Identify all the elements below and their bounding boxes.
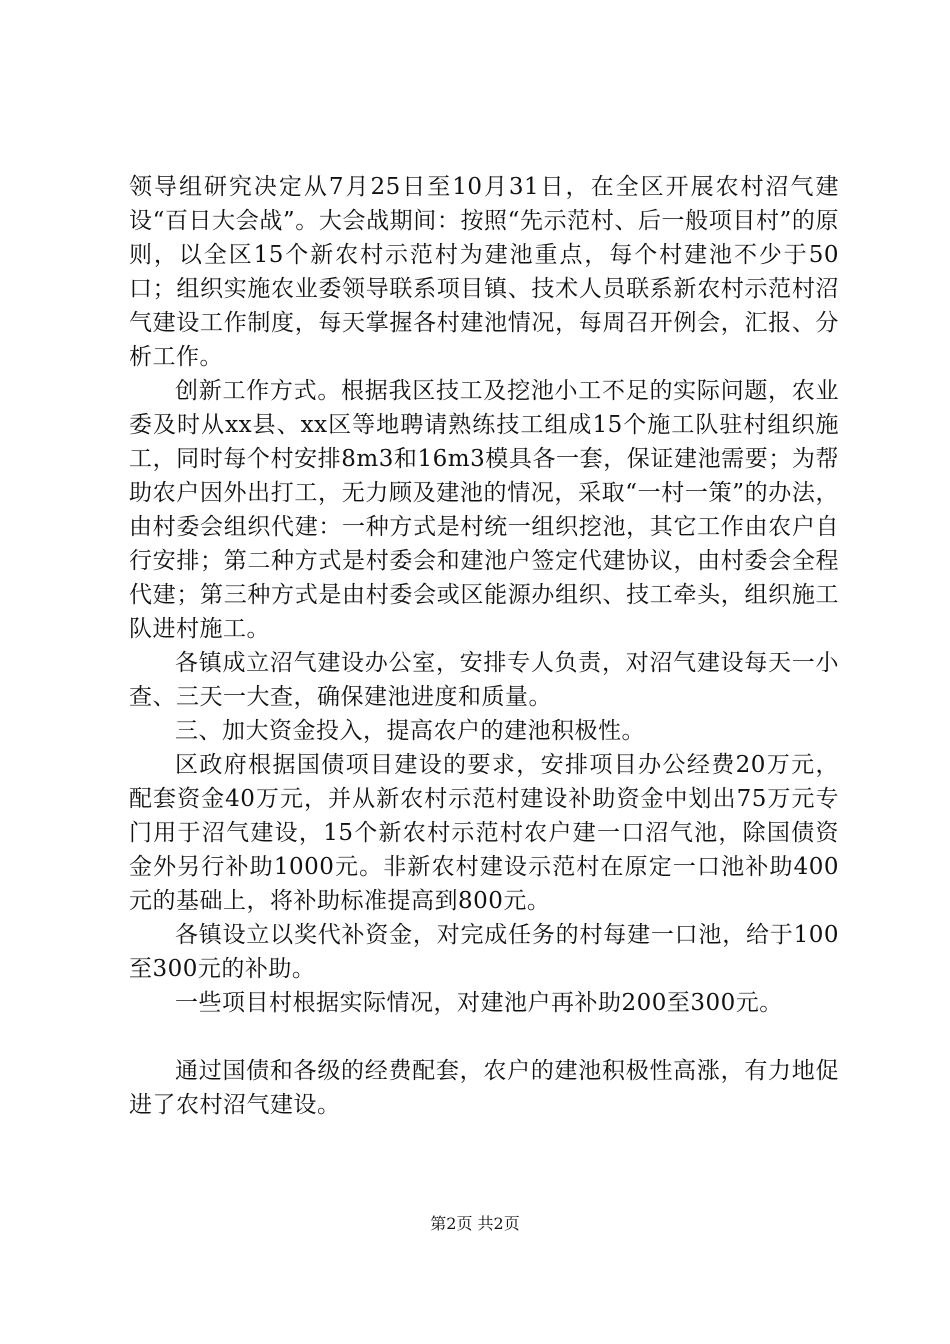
paragraph-work-method: 创新工作方式。根据我区技工及挖池小工不足的实际问题，农业委及时从xx县、xx区等地聘请熟练技工组成15个施工队驻村组织施工，同时每个村安排8m3和16m3模具各一套，保证建池需要；为帮助农户因外出打工，无力顾及建池的情况，采取“一村一策”的办法，由村委会组织代建：一种方式是村统一组织挖池，其它工作由农户自行安排；第二种方式是村委会和建池户签定代建协议，由村委会全程代建；第三种方式是由村委会或区能源办组织、技工牵头，组织施工队进村施工。 xyxy=(129,378,839,642)
page-number-footer: 第2页 共2页 xyxy=(430,1214,520,1233)
paragraph-district-funding: 区政府根据国债项目建设的要求，安排项目办公经费20万元，配套资金40万元，并从新农村示范村建设补助资金中划出75万元专门用于沼气建设，15个新农村示范村农户建一口沼气池，除国债资金外另行补助1000元。非新农村建设示范村在原定一口池补助400元的基础上，将补助标准提高到800元。 xyxy=(129,752,839,914)
paragraph-town-office: 各镇成立沼气建设办公室，安排专人负责，对沼气建设每天一小查、三天一大查，确保建池进度和质量。 xyxy=(129,650,839,710)
document-body xyxy=(129,170,839,1122)
paragraph-leadership-decision: 领导组研究决定从7月25日至10月31日，在全区开展农村沼气建设“百日大会战”。大会战期间：按照“先示范村、后一般项目村”的原则，以全区15个新农村示范村为建池重点，每个村建池不少于50口；组织实施农业委领导联系项目镇、技术人员联系新农村示范村沼气建设工作制度，每天掌握各村建池情况，每周召开例会，汇报、分析工作。 xyxy=(129,174,839,370)
paragraph-village-subsidy: 一些项目村根据实际情况，对建池户再补助200至300元。 xyxy=(175,990,783,1016)
section-heading-funding: 三、加大资金投入，提高农户的建池积极性。 xyxy=(175,718,645,744)
paragraph-town-reward: 各镇设立以奖代补资金，对完成任务的村每建一口池，给于100至300元的补助。 xyxy=(129,922,839,982)
paragraph-gap xyxy=(129,1020,839,1054)
paragraph-conclusion: 通过国债和各级的经费配套，农户的建池积极性高涨，有力地促进了农村沼气建设。 xyxy=(129,1058,839,1118)
